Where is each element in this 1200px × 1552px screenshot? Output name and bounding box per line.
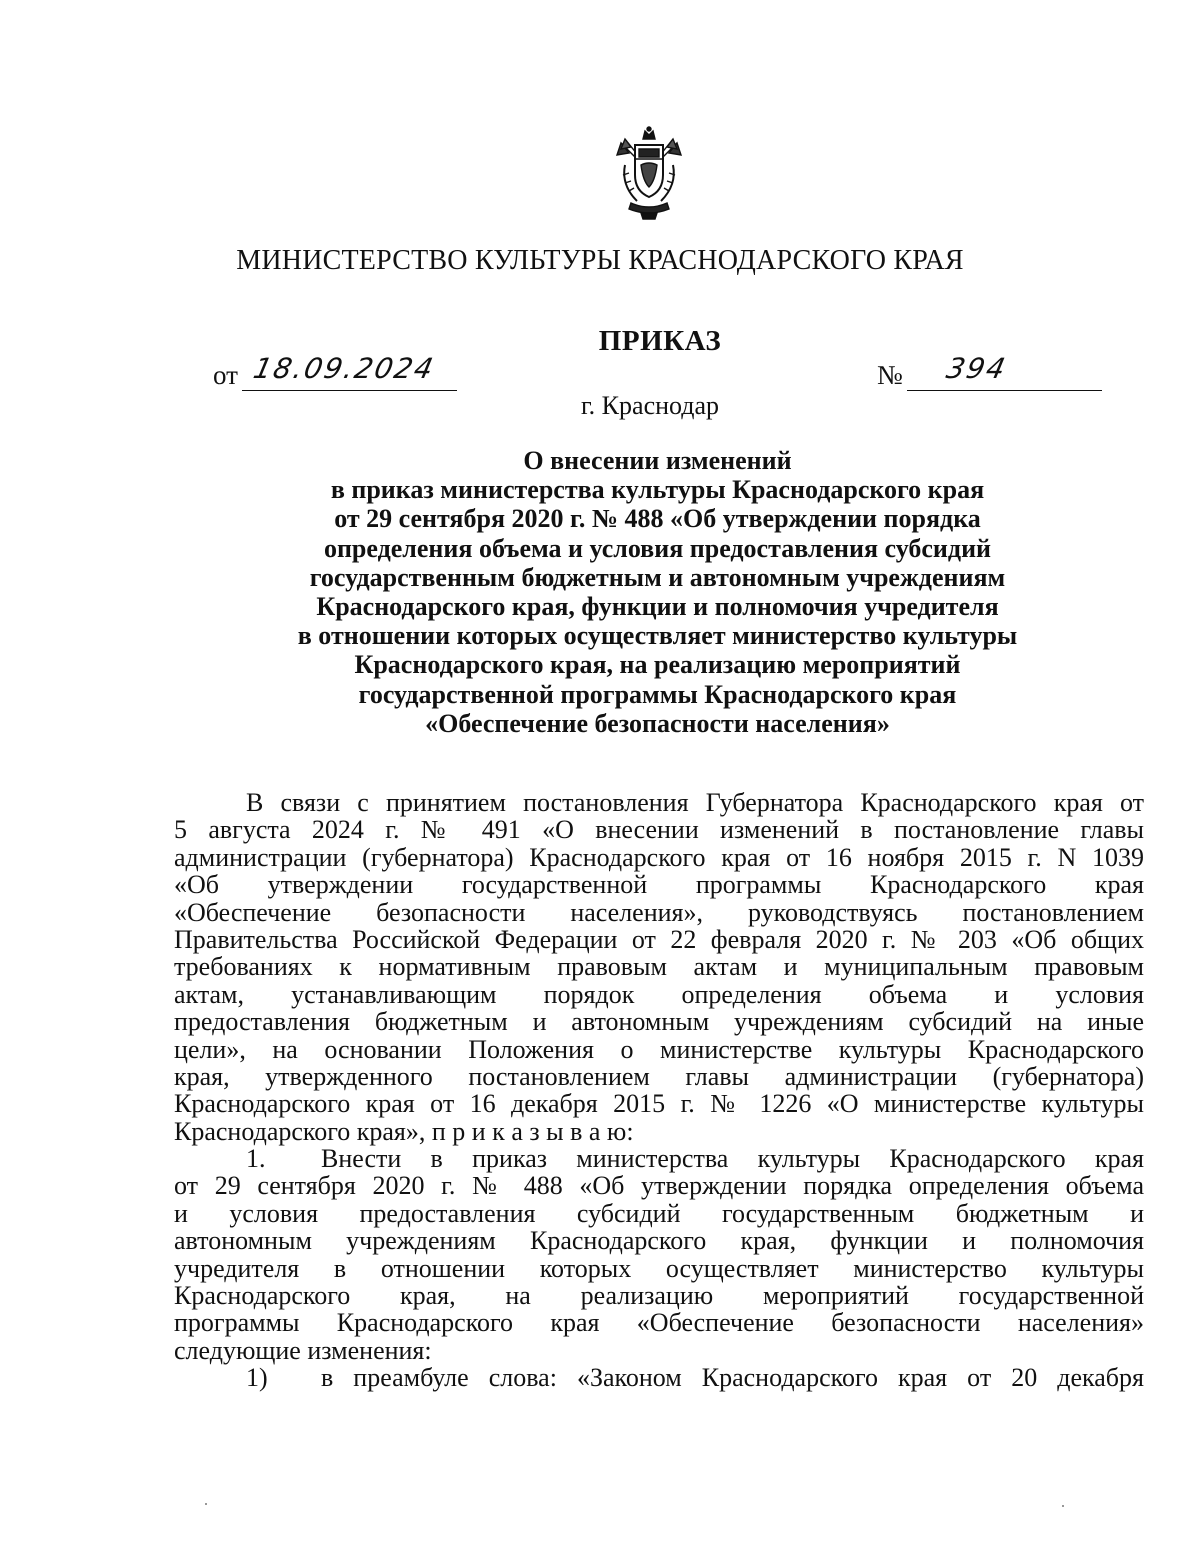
title-line: государственным бюджетным и автономным учреждениям bbox=[309, 562, 1006, 592]
title-line: в отношении которых осуществляет министерство культуры bbox=[297, 621, 1018, 651]
scan-artifact bbox=[205, 1503, 207, 1505]
body-line: Правительства Российской Федерации от 22 февраля 2020 г. № 203 «Об общих bbox=[174, 924, 1144, 954]
body-line: В связи с принятием постановления Губернатора Краснодарского края от bbox=[246, 788, 1144, 817]
body-line: и условия предоставления субсидий государственным бюджетным и bbox=[174, 1198, 1144, 1228]
document-type: ПРИКАЗ bbox=[598, 325, 722, 357]
number-field bbox=[877, 352, 1102, 391]
list-subitem bbox=[174, 1364, 1144, 1391]
handwritten-date: 18.09.2024 bbox=[250, 352, 438, 385]
title-line: Краснодарского края, функции и полномочия учредителя bbox=[316, 592, 999, 622]
body-line: учредителя в отношении которых осуществляет министерство культуры bbox=[174, 1253, 1144, 1283]
body-line: цели», на основании Положения о министерстве культуры Краснодарского bbox=[174, 1034, 1144, 1064]
city-name: г. Краснодар bbox=[580, 391, 720, 420]
number-underline bbox=[907, 352, 1102, 391]
body-line: актам, устанавливающим порядок определения объема и условия bbox=[174, 979, 1144, 1009]
title-line: в приказ министерства культуры Краснодарского края bbox=[330, 475, 985, 505]
body-line: автономным учреждениям Краснодарского края, функции и полномочия bbox=[174, 1226, 1144, 1256]
title-line: «Обеспечение безопасности населения» bbox=[425, 708, 890, 738]
scan-artifact bbox=[1062, 1505, 1064, 1507]
body-line: «Об утверждении государственной программы Краснодарского края bbox=[174, 870, 1144, 900]
ministry-name: МИНИСТЕРСТВО КУЛЬТУРЫ КРАСНОДАРСКОГО КРАЯ bbox=[236, 245, 964, 276]
body-line: администрации (губернатора) Краснодарского края от 16 ноября 2015 г. N 1039 bbox=[174, 842, 1144, 872]
body-line: Краснодарского края», п р и к а з ы в а ю: bbox=[174, 1116, 634, 1146]
title-line: О внесении изменений bbox=[523, 446, 792, 475]
title-line: определения объема и условия предоставления субсидий bbox=[323, 533, 992, 563]
body-line: требованиях к нормативным правовым актам и муниципальным правовым bbox=[174, 952, 1144, 982]
body-line: предоставления бюджетным и автономным учреждениям субсидий на иные bbox=[174, 1007, 1144, 1037]
body-line: от 29 сентября 2020 г. № 488 «Об утверждении порядка определения объема bbox=[174, 1171, 1144, 1201]
list-subitem-number: 1) bbox=[246, 1363, 268, 1393]
body-line: 5 августа 2024 г. № 491 «О внесении изменений в постановление главы bbox=[174, 815, 1144, 845]
list-item-text: Внести в приказ министерства культуры Краснодарского края bbox=[321, 1144, 1144, 1174]
body-line: программы Краснодарского края «Обеспечение безопасности населения» bbox=[174, 1308, 1144, 1338]
list-subitem-text: в преамбуле слова: «Законом Краснодарского края от 20 декабря bbox=[321, 1363, 1144, 1393]
body-line: «Обеспечение безопасности населения», руководствуясь постановлением bbox=[174, 897, 1144, 927]
number-prefix: № bbox=[877, 360, 903, 390]
body-line: следующие изменения: bbox=[174, 1335, 432, 1365]
date-underline bbox=[242, 352, 457, 391]
handwritten-number: 394 bbox=[943, 352, 1010, 385]
title-line: от 29 сентября 2020 г. № 488 «Об утверждении порядка bbox=[334, 504, 981, 534]
date-prefix: от bbox=[213, 360, 238, 390]
date-field bbox=[213, 352, 457, 391]
title-line: государственной программы Краснодарского края bbox=[358, 679, 957, 709]
body-line: края, утвержденного постановлением главы администрации (губернатора) bbox=[174, 1061, 1144, 1091]
list-item bbox=[174, 1145, 1144, 1172]
coat-of-arms-icon bbox=[611, 125, 687, 221]
title-line: Краснодарского края, на реализацию мероприятий bbox=[354, 650, 961, 680]
document-body bbox=[174, 789, 1144, 1392]
body-line: Краснодарского края от 16 декабря 2015 г. № 1226 «О министерстве культуры bbox=[174, 1089, 1144, 1119]
list-item-number: 1. bbox=[246, 1144, 266, 1174]
document-title bbox=[0, 446, 1200, 738]
body-line: Краснодарского края, на реализацию мероприятий государственной bbox=[174, 1281, 1144, 1311]
